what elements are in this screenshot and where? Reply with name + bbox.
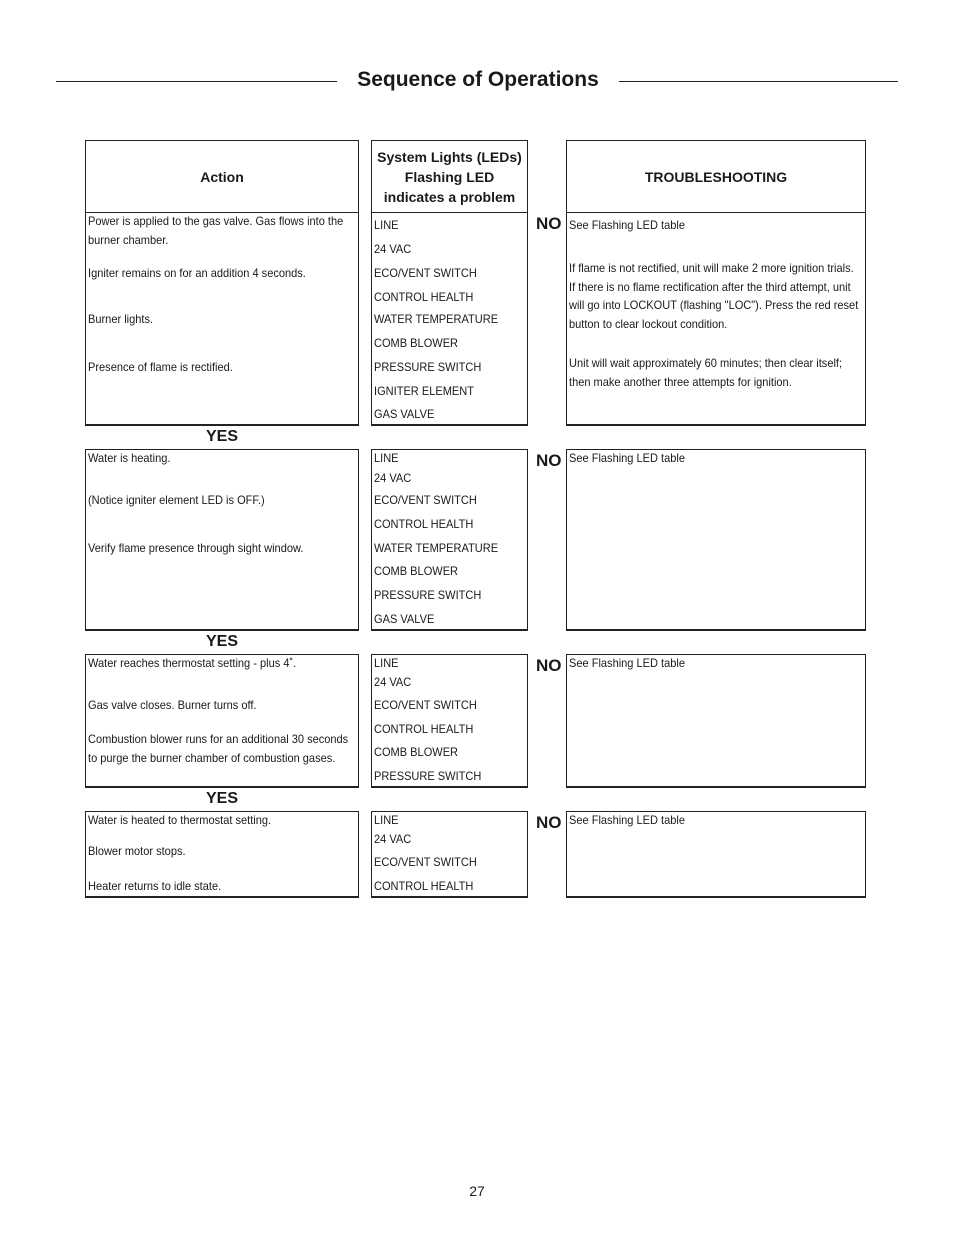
action-text: Water is heating.	[88, 451, 171, 465]
action-text: Verify flame presence through sight window.	[88, 541, 304, 555]
action-text: Water reaches thermostat setting - plus 4˚.	[88, 656, 297, 670]
header-action	[85, 140, 359, 213]
trouble-text: Unit will wait approximately 60 minutes; then clear itself; then make another three attempts for ignition.	[569, 356, 843, 389]
header-troubleshooting-label: TROUBLESHOOTING	[644, 168, 788, 185]
trouble-box-2	[566, 449, 866, 631]
no-label: NO	[536, 813, 562, 832]
led-item: GAS VALVE	[374, 407, 435, 421]
action-text: Combustion blower runs for an additional 30 seconds to purge the burner chamber of combustion gases.	[88, 732, 349, 765]
led-item: PRESSURE SWITCH	[374, 360, 482, 374]
led-item: CONTROL HEALTH	[374, 517, 474, 531]
yes-label: YES	[206, 428, 239, 445]
action-text: Burner lights.	[88, 312, 154, 326]
led-item: LINE	[374, 656, 399, 670]
no-label: NO	[536, 656, 562, 675]
no-label: NO	[536, 214, 562, 233]
header-action-label: Action	[200, 168, 244, 185]
led-item: 24 VAC	[374, 832, 412, 846]
no-label: NO	[536, 451, 562, 470]
led-item: GAS VALVE	[374, 612, 435, 626]
led-item: LINE	[374, 813, 399, 827]
title-rule-left	[56, 81, 337, 82]
trouble-text: See Flashing LED table	[569, 451, 685, 465]
led-item: WATER TEMPERATURE	[374, 541, 499, 555]
header-troubleshooting	[566, 140, 866, 213]
led-item: 24 VAC	[374, 242, 412, 256]
led-item: IGNITER ELEMENT	[374, 384, 474, 398]
title-rule-right	[619, 81, 898, 82]
trouble-box-3	[566, 654, 866, 788]
led-item: WATER TEMPERATURE	[374, 312, 499, 326]
led-item: 24 VAC	[374, 675, 412, 689]
trouble-text: If flame is not rectified, unit will make 2 more ignition trials. If there is no flame rectification after the third attempt, unit will go into LOCKOUT (flashing "LOC"). Press the red reset button to clear lockout condition.	[569, 261, 859, 331]
yes-label: YES	[206, 790, 239, 807]
yes-label: YES	[206, 633, 239, 650]
page-title: Sequence of Operations	[357, 68, 599, 91]
led-item: CONTROL HEALTH	[374, 290, 474, 304]
action-box-3	[85, 654, 359, 788]
action-text: Power is applied to the gas valve. Gas flows into the burner chamber.	[88, 214, 344, 247]
led-item: PRESSURE SWITCH	[374, 588, 482, 602]
trouble-text: See Flashing LED table	[569, 656, 685, 670]
led-item: ECO/VENT SWITCH	[374, 493, 477, 507]
led-item: CONTROL HEALTH	[374, 879, 474, 893]
led-item: ECO/VENT SWITCH	[374, 266, 477, 280]
header-leds-label: System Lights (LEDs) Flashing LED indicates a problem	[377, 148, 522, 205]
page-number: 27	[469, 1183, 485, 1199]
action-text: Gas valve closes. Burner turns off.	[88, 698, 257, 712]
action-text: Igniter remains on for an addition 4 seconds.	[88, 266, 306, 280]
led-item: LINE	[374, 218, 399, 232]
action-text: Blower motor stops.	[88, 844, 186, 858]
header-leds	[371, 140, 528, 213]
led-item: CONTROL HEALTH	[374, 722, 474, 736]
trouble-text: See Flashing LED table	[569, 813, 685, 827]
action-text: (Notice igniter element LED is OFF.)	[88, 493, 265, 507]
trouble-text: See Flashing LED table	[569, 218, 685, 232]
led-item: COMB BLOWER	[374, 564, 459, 578]
led-item: ECO/VENT SWITCH	[374, 698, 477, 712]
action-text: Presence of flame is rectified.	[88, 360, 233, 374]
action-text: Water is heated to thermostat setting.	[88, 813, 272, 827]
led-item: LINE	[374, 451, 399, 465]
led-item: PRESSURE SWITCH	[374, 769, 482, 783]
led-item: COMB BLOWER	[374, 336, 459, 350]
led-item: COMB BLOWER	[374, 745, 459, 759]
led-item: ECO/VENT SWITCH	[374, 855, 477, 869]
action-text: Heater returns to idle state.	[88, 879, 222, 893]
led-item: 24 VAC	[374, 471, 412, 485]
